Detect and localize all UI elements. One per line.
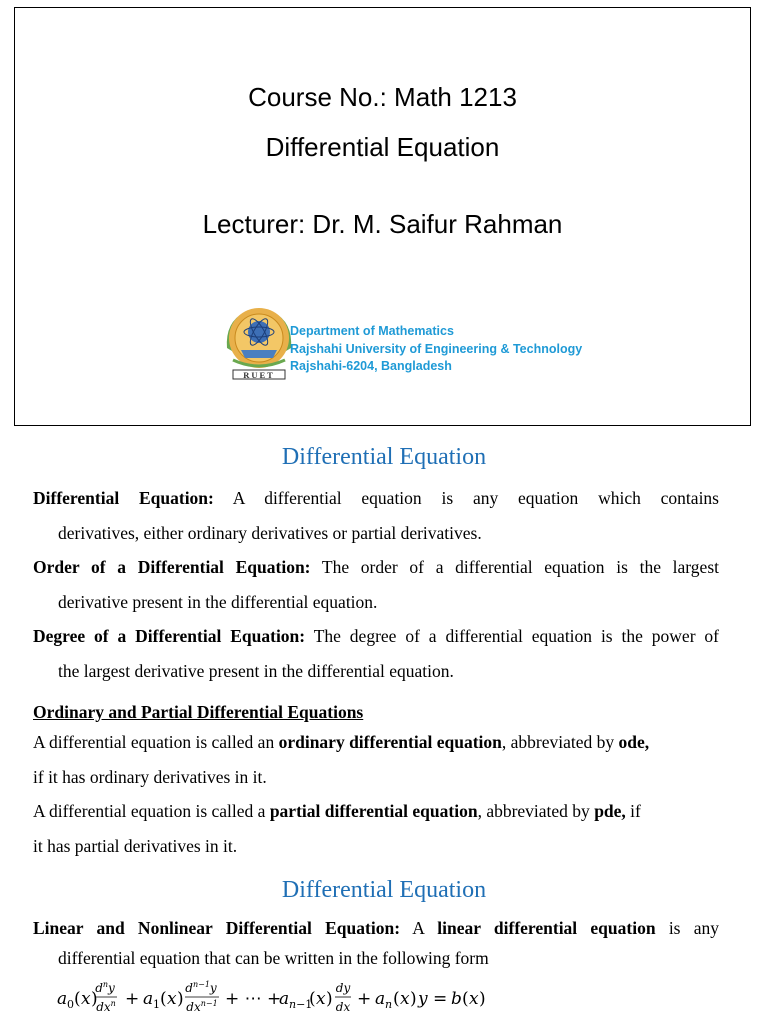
svg-text:): ): [479, 989, 486, 1009]
svg-text:(: (: [309, 989, 316, 1009]
ode-definition: A differential equation is called an ordinary differential equation, abbreviated by ode,: [33, 732, 650, 752]
section-title-2: Differential Equation: [281, 877, 487, 903]
svg-text:x: x: [167, 989, 177, 1009]
pde-continuation: it has partial derivatives in it.: [33, 836, 238, 856]
svg-text:): ): [177, 989, 184, 1009]
svg-text:(: (: [462, 989, 469, 1009]
definition-term: Order of a Differential Equation:: [33, 557, 311, 577]
ode-continuation: if it has ordinary derivatives in it.: [33, 767, 267, 787]
svg-text:+ ⋯ +: + ⋯ +: [225, 989, 282, 1009]
university-address: Rajshahi-6204, Bangladesh: [290, 359, 452, 373]
logo-text: RUET: [243, 370, 275, 380]
svg-text:a: a: [279, 989, 290, 1009]
svg-text:1: 1: [153, 998, 160, 1011]
svg-text:dn−1y: $d^{n-1}y$: [185, 980, 217, 995]
ruet-logo-icon: [223, 302, 295, 380]
pde-definition: A differential equation is called a partial differential equation, abbreviated by pde, if: [33, 801, 641, 821]
definition-text: The degree of a differential equation is the power of: [305, 626, 719, 646]
svg-text:(: (: [74, 989, 81, 1009]
svg-text:(: (: [393, 989, 400, 1009]
svg-text:+: +: [357, 989, 372, 1009]
definition-continuation: derivatives, either ordinary derivatives or partial derivatives.: [58, 523, 482, 543]
linear-definition: Linear and Nonlinear Differential Equation: A linear differential equation is any: [33, 918, 719, 938]
course-subject: Differential Equation: [265, 132, 500, 162]
svg-text:b: b: [451, 989, 462, 1009]
section-title: Differential Equation: [281, 444, 487, 470]
svg-text:x: x: [316, 989, 326, 1009]
svg-text:dy: dy: [335, 981, 351, 995]
definition-term: Degree of a Differential Equation:: [33, 626, 306, 646]
linear-continuation: differential equation that can be written in the following form: [58, 948, 489, 968]
svg-text:n: n: [385, 998, 393, 1011]
svg-text:a: a: [375, 989, 386, 1009]
svg-text:x: x: [469, 989, 479, 1009]
svg-text:(: (: [160, 989, 167, 1009]
definition-degree: [33, 626, 719, 646]
svg-text:=: =: [433, 989, 448, 1009]
definition-de: [33, 488, 719, 508]
definition-text: The order of a differential equation is the largest: [310, 557, 719, 577]
svg-text:dxn: $dx^n$: [96, 999, 116, 1014]
svg-text:a: a: [143, 989, 154, 1009]
definition-continuation: the largest derivative present in the differential equation.: [58, 661, 454, 681]
svg-text:n−1: n−1: [289, 998, 313, 1011]
definition-text: A differential equation is any equation which contains: [213, 488, 719, 508]
university-name: Rajshahi University of Engineering & Technology: [290, 342, 583, 356]
svg-text:0: 0: [67, 998, 74, 1011]
svg-text:a: a: [57, 989, 68, 1009]
svg-text:x: x: [81, 989, 91, 1009]
lecturer-name: Lecturer: Dr. M. Saifur Rahman: [202, 209, 563, 239]
svg-text:): ): [410, 989, 417, 1009]
svg-text:dx: dx: [335, 1000, 351, 1014]
svg-text:+: +: [125, 989, 140, 1009]
svg-text:dny: $d^ny$: [95, 980, 115, 995]
svg-text:): ): [326, 989, 333, 1009]
svg-text:y: y: [418, 989, 428, 1009]
subsection-heading: Ordinary and Partial Differential Equations: [33, 702, 364, 722]
linear-de-formula: [57, 978, 577, 1018]
department-name: Department of Mathematics: [290, 324, 454, 338]
definition-order: [33, 557, 719, 577]
definition-continuation: derivative present in the differential equation.: [58, 592, 378, 612]
course-number: Course No.: Math 1213: [248, 82, 517, 112]
svg-text:): ): [91, 989, 98, 1009]
svg-text:dxn−1: $dx^{n-1}$: [186, 999, 218, 1014]
definition-term: Differential Equation:: [33, 488, 214, 508]
svg-text:x: x: [400, 989, 410, 1009]
